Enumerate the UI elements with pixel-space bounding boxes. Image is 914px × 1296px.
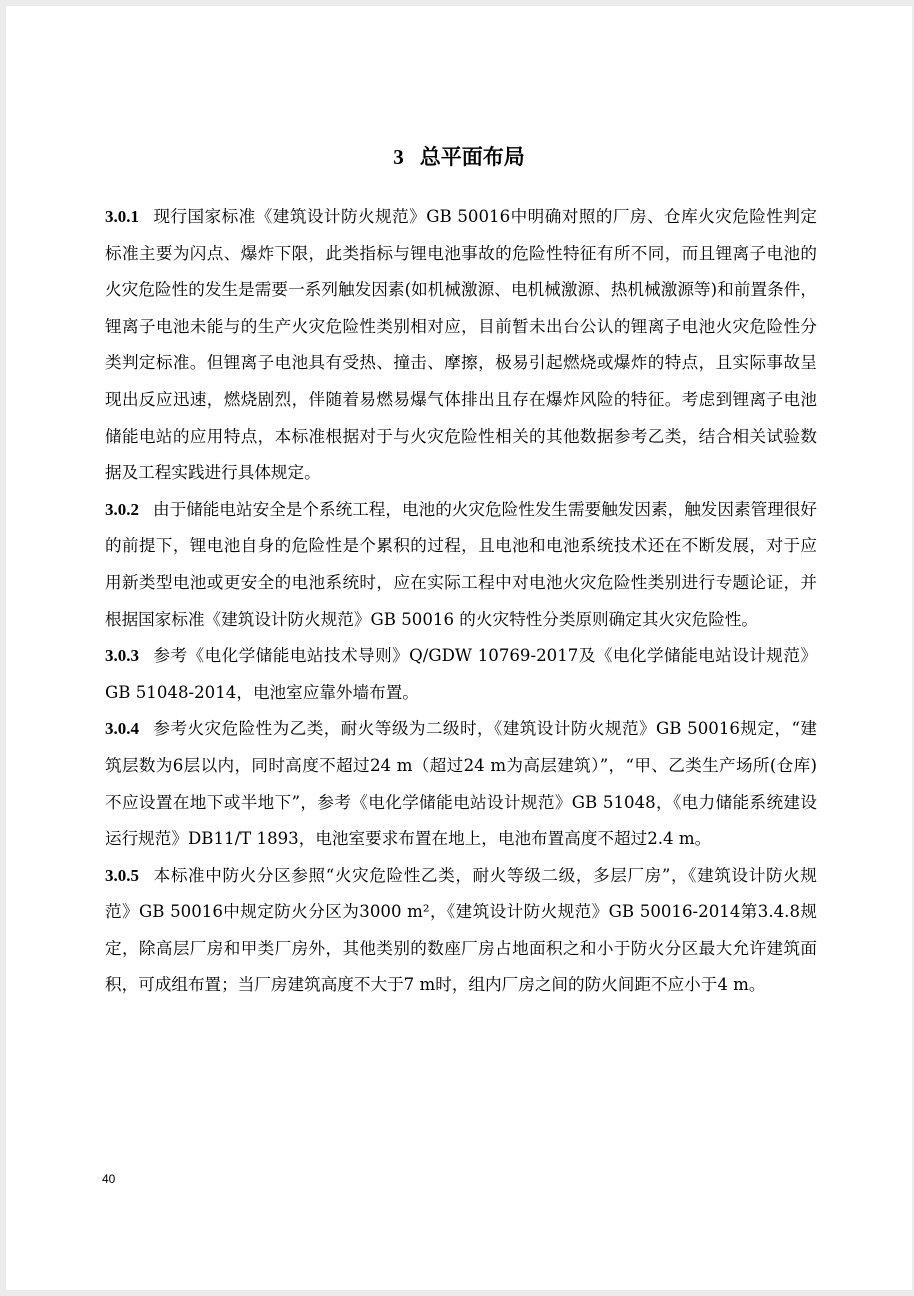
clause-text: 由于储能电站安全是个系统工程，电池的火灾危险性发生需要触发因素，触发因素管理很好的前提下，锂电池自身的危险性是个累积的过程，且电池和电池系统技术还在不断发展，对于应用新类型电池或更安全的电池系统时，应在实际工程中对电池火灾危险性类别进行专题论证，并根据国家标准《建筑设计防火规范》GB 50016 的火灾特性分类原则确定其火灾危险性。 [105, 499, 817, 629]
clause-3-0-1 [105, 199, 817, 492]
clause-3-0-2 [105, 492, 817, 638]
chapter-title-text: 总平面布局 [419, 145, 525, 169]
clause-3-0-3 [105, 638, 817, 711]
clause-text: 参考火灾危险性为乙类，耐火等级为二级时，《建筑设计防火规范》GB 50016规定，“建筑层数为6层以内，同时高度不超过24 m（超过24 m为高层建筑）”，“甲、乙类生产场所(仓库)不应设置在地下或半地下”，参考《电化学储能电站设计规范》GB 51048，《电力储能系统建设运行规范》DB11/T 1893，电池室要求布置在地上，电池布置高度不超过2.4 m。 [105, 719, 817, 849]
clause-number: 3.0.1 [105, 207, 139, 226]
clause-text: 参考《电化学储能电站技术导则》Q/GDW 10769-2017及《电化学储能电站设计规范》GB 51048-2014，电池室应靠外墙布置。 [105, 646, 817, 702]
clause-3-0-4 [105, 711, 817, 857]
clause-3-0-5 [105, 858, 817, 1004]
document-body [105, 199, 817, 1004]
clause-number: 3.0.5 [105, 865, 139, 885]
clause-number: 3.0.3 [105, 646, 139, 666]
clause-number: 3.0.2 [105, 499, 139, 519]
clause-text: 本标准中防火分区参照“火灾危险性乙类，耐火等级二级，多层厂房”，《建筑设计防火规范》GB 50016中规定防火分区为3000 m²，《建筑设计防火规范》GB 50016-2014第3.4.8规定，除高层厂房和甲类厂房外，其他类别的数座厂房占地面积之和小于防火分区最大允许建筑面积，可成组布置；当厂房建筑高度不大于7 m时，组内厂房之间的防火间距不应小于4 m。 [105, 865, 817, 995]
clause-text: 现行国家标准《建筑设计防火规范》GB 50016中明确对照的厂房、仓库火灾危险性判定标准主要为闪点、爆炸下限，此类指标与锂电池事故的危险性特征有所不同，而且锂离子电池的火灾危险性的发生是需要一系列触发因素(如机械激源、电机械激源、热机械激源等)和前置条件，锂离子电池未能与的生产火灾危险性类别相对应，目前暂未出台公认的锂离子电池火灾危险性分类判定标准。但锂离子电池具有受热、撞击、摩擦，极易引起燃烧或爆炸的特点，且实际事故呈现出反应迅速，燃烧剧烈，伴随着易燃易爆气体排出且存在爆炸风险的特征。考虑到锂离子电池储能电站的应用特点，本标准根据对于与火灾危险性相关的其他数据参考乙类，结合相关试验数据及工程实践进行具体规定。 [105, 207, 817, 483]
document-page [6, 6, 912, 1290]
page-number: 40 [102, 1172, 116, 1186]
chapter-title [6, 142, 912, 172]
chapter-number: 3 [393, 145, 404, 169]
clause-number: 3.0.4 [105, 719, 139, 739]
